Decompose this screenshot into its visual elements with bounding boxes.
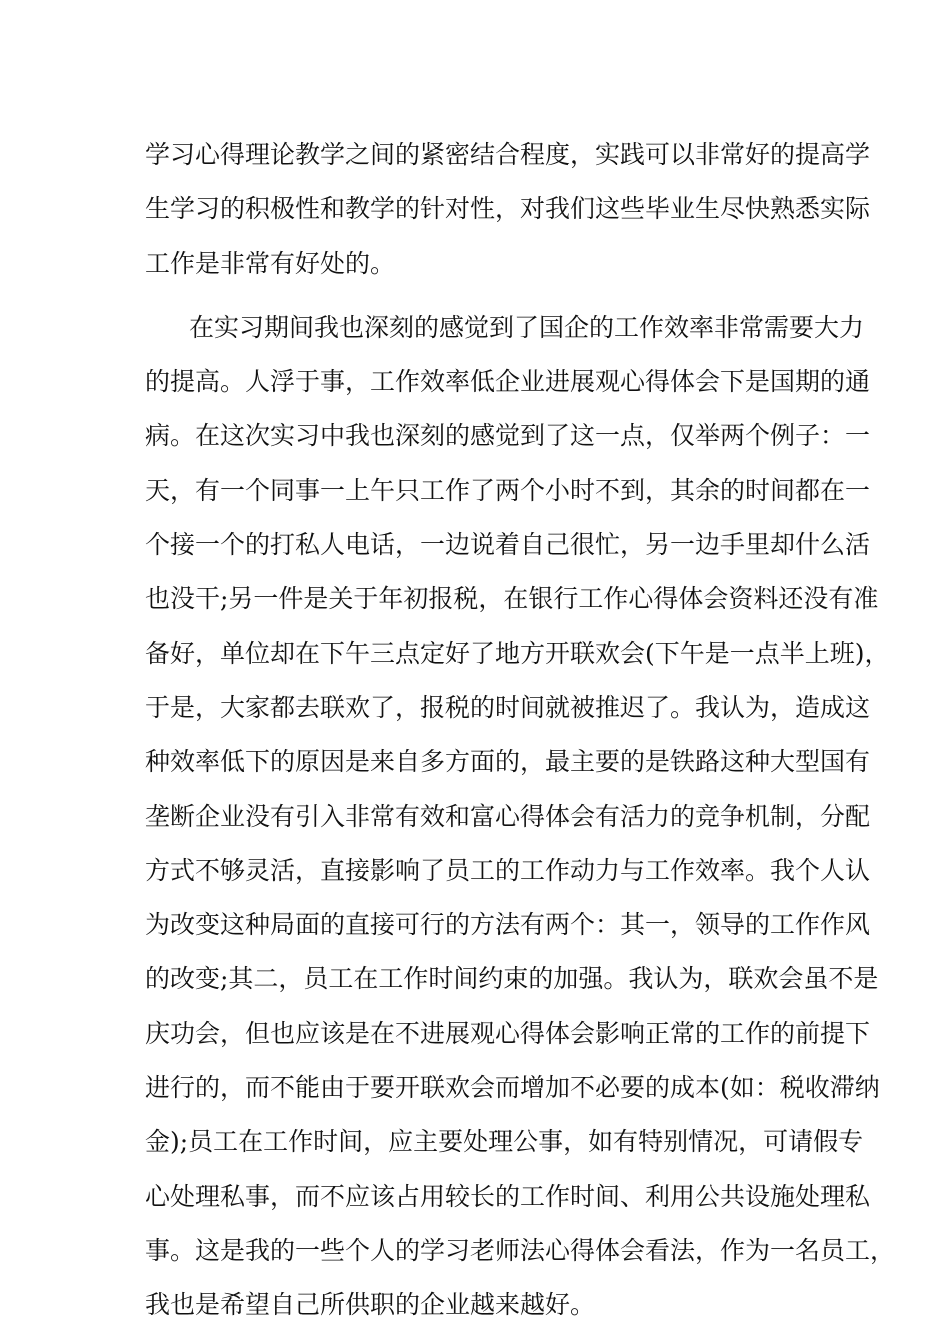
text-line: 个接一个的打私人电话，一边说着自己很忙，另一边手里却什么活: [145, 530, 871, 560]
text-line: 也没干;另一件是关于年初报税，在银行工作心得体会资料还没有准: [145, 584, 879, 614]
text-line: 庆功会，但也应该是在不进展观心得体会影响正常的工作的前提下: [145, 1018, 871, 1048]
text-line: 工作是非常有好处的。: [145, 248, 396, 278]
text-line: 在实习期间我也深刻的感觉到了国企的工作效率非常需要大力: [189, 312, 865, 342]
text-line: 垄断企业没有引入非常有效和富心得体会有活力的竞争机制，分配: [145, 801, 871, 831]
text-line: 金);员工在工作时间，应主要处理公事，如有特别情况，可请假专: [145, 1127, 864, 1157]
text-line: 我也是希望自己所供职的企业越来越好。: [145, 1290, 596, 1320]
document-body: [145, 128, 896, 1333]
text-line: 生学习的积极性和教学的针对性，对我们这些毕业生尽快熟悉实际: [145, 194, 871, 224]
text-line: 方式不够灵活，直接影响了员工的工作动力与工作效率。我个人认: [145, 855, 871, 885]
text-line: 备好，单位却在下午三点定好了地方开联欢会(下午是一点半上班)，: [145, 638, 890, 668]
text-line: 的提高。人浮于事，工作效率低企业进展观心得体会下是国期的通: [145, 367, 871, 397]
text-line: 病。在这次实习中我也深刻的感觉到了这一点，仅举两个例子：一: [145, 421, 871, 451]
text-line: 种效率低下的原因是来自多方面的，最主要的是铁路这种大型国有: [145, 747, 871, 777]
text-line: 进行的，而不能由于要开联欢会而增加不必要的成本(如：税收滞纳: [145, 1073, 880, 1103]
text-line: 于是，大家都去联欢了，报税的时间就被推迟了。我认为，造成这: [145, 692, 871, 722]
paragraph-1: [145, 128, 871, 291]
paragraph-gap: [145, 291, 835, 301]
text-line: 事。这是我的一些个人的学习老师法心得体会看法，作为一名员工，: [145, 1235, 896, 1265]
paragraph-2: [145, 301, 896, 1333]
text-line: 为改变这种局面的直接可行的方法有两个：其一，领导的工作作风: [145, 910, 871, 940]
text-line: 天，有一个同事一上午只工作了两个小时不到，其余的时间都在一: [145, 475, 871, 505]
text-line: 的改变;其二，员工在工作时间约束的加强。我认为，联欢会虽不是: [145, 964, 879, 994]
text-line: 心处理私事，而不应该占用较长的工作时间、利用公共设施处理私: [145, 1181, 871, 1211]
text-line: 学习心得理论教学之间的紧密结合程度，实践可以非常好的提高学: [145, 140, 871, 169]
